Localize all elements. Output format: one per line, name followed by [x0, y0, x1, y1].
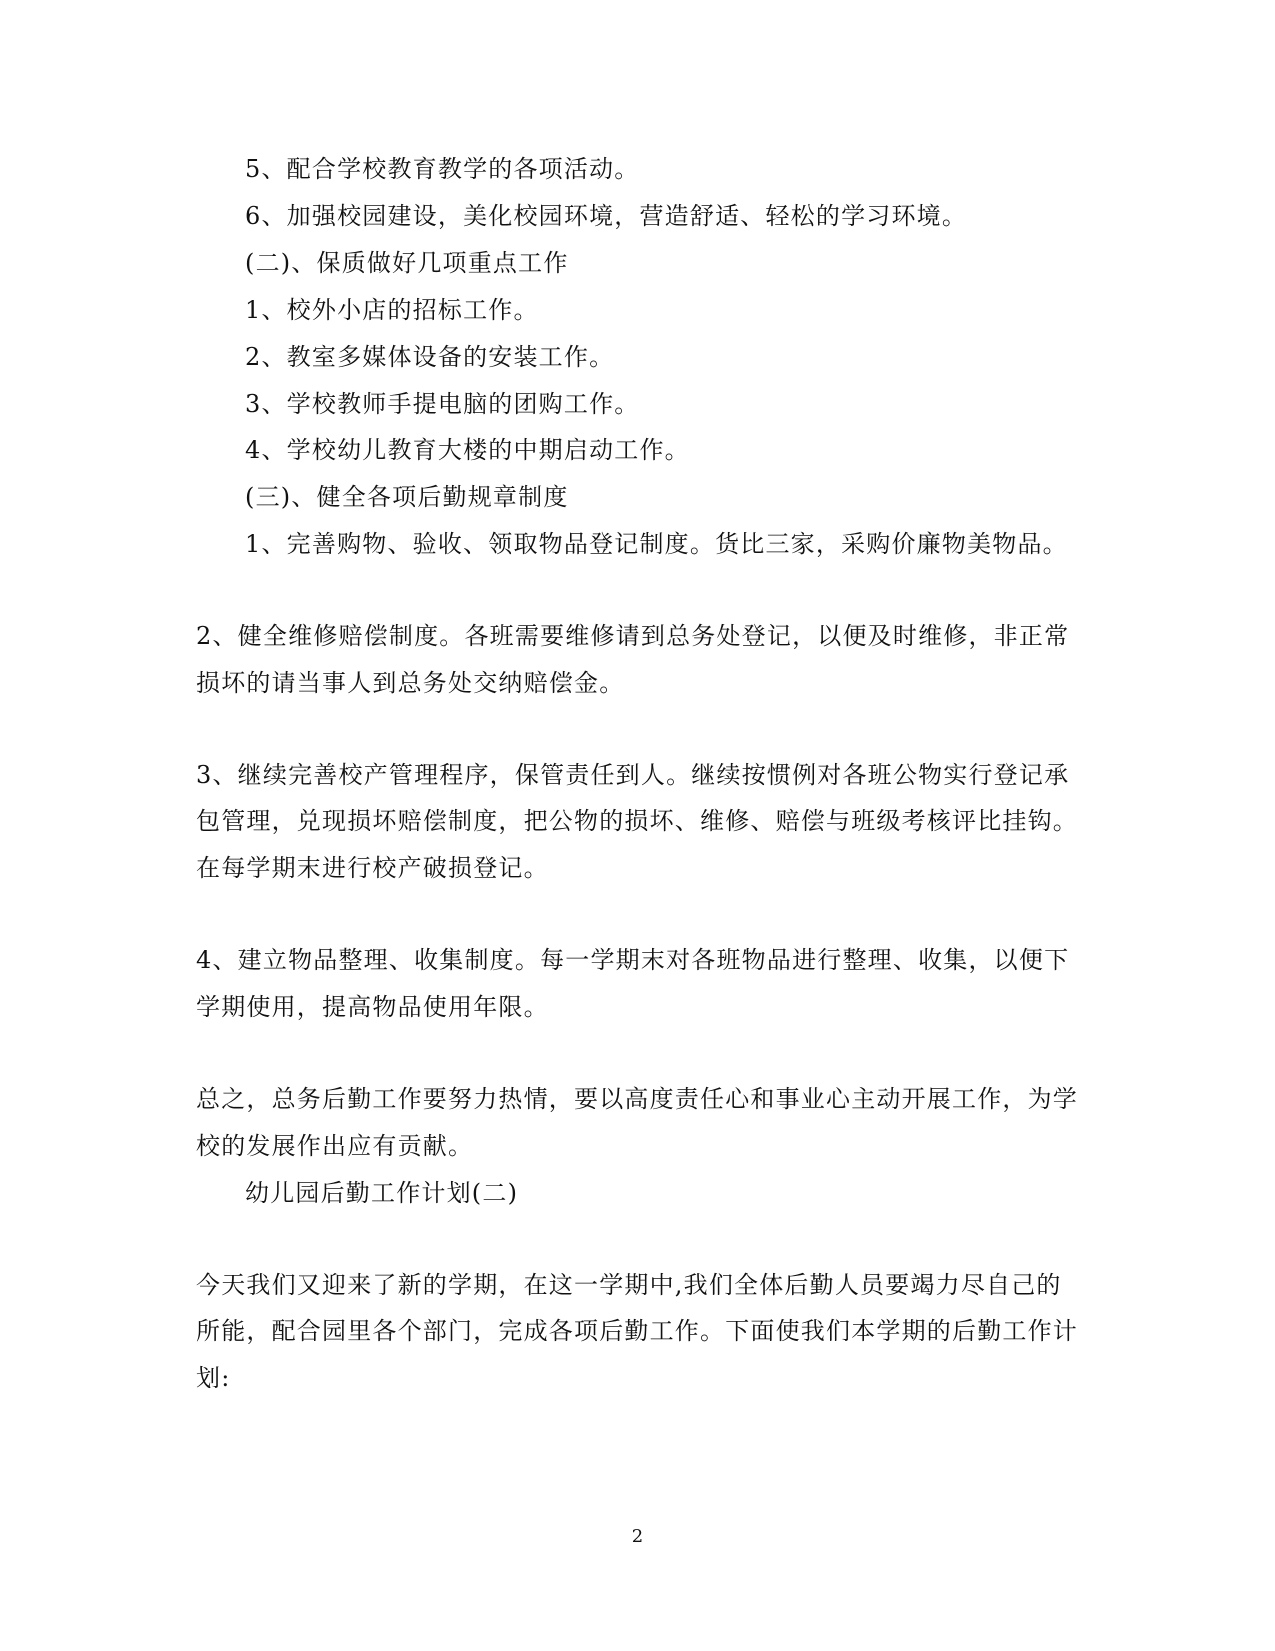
text-line: 2、健全维修赔偿制度。各班需要维修请到总务处登记，以便及时维修，非正常: [196, 622, 1070, 650]
text-line: 2、教室多媒体设备的安装工作。: [245, 343, 615, 371]
text-line: 5、配合学校教育教学的各项活动。: [245, 155, 640, 183]
text-line: 1、校外小店的招标工作。: [245, 296, 539, 324]
text-line: 3、学校教师手提电脑的团购工作。: [245, 390, 640, 418]
text-line: 4、学校幼儿教育大楼的中期启动工作。: [245, 436, 690, 464]
text-line: 损坏的请当事人到总务处交纳赔偿金。: [196, 669, 625, 697]
text-line: 划:: [196, 1364, 231, 1392]
text-line: 总之，总务后勤工作要努力热情，要以高度责任心和事业心主动开展工作，为学: [196, 1085, 1078, 1113]
page-number: 2: [631, 1526, 644, 1547]
text-line: 4、建立物品整理、收集制度。每一学期末对各班物品进行整理、收集，以便下: [196, 946, 1070, 974]
section-heading: (二)、保质做好几项重点工作: [245, 249, 569, 277]
text-line: 校的发展作出应有贡献。: [196, 1132, 474, 1160]
section-heading: (三)、健全各项后勤规章制度: [245, 483, 569, 511]
text-line: 1、完善购物、验收、领取物品登记制度。货比三家，采购价廉物美物品。: [245, 530, 1068, 558]
text-line: 3、继续完善校产管理程序，保管责任到人。继续按惯例对各班公物实行登记承: [196, 761, 1070, 789]
text-line: 学期使用，提高物品使用年限。: [196, 993, 549, 1021]
text-line: 在每学期末进行校产破损登记。: [196, 854, 549, 882]
text-line: 今天我们又迎来了新的学期，在这一学期中,我们全体后勤人员要竭力尽自己的: [196, 1271, 1062, 1299]
document-subtitle: 幼儿园后勤工作计划(二): [245, 1179, 519, 1207]
text-line: 所能，配合园里各个部门，完成各项后勤工作。下面使我们本学期的后勤工作计: [196, 1317, 1078, 1345]
text-line: 包管理，兑现损坏赔偿制度，把公物的损坏、维修、赔偿与班级考核评比挂钩。: [196, 807, 1078, 835]
text-line: 6、加强校园建设，美化校园环境，营造舒适、轻松的学习环境。: [245, 202, 968, 230]
